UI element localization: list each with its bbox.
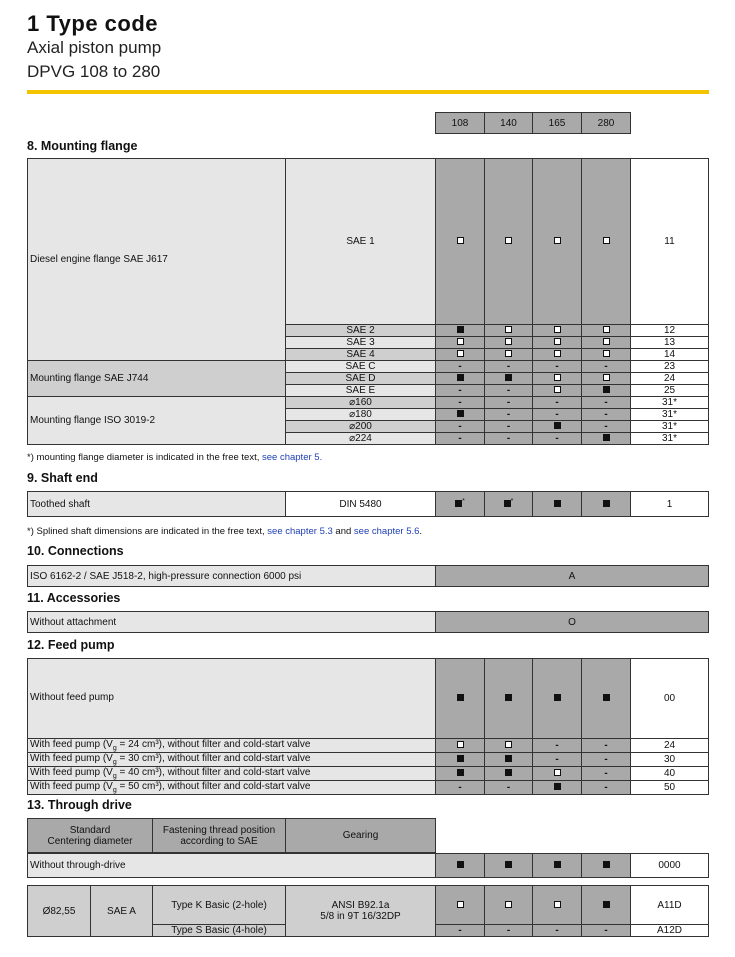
sae-standard-value: SAE A [91, 886, 153, 937]
product-name: Axial piston pump [27, 38, 162, 57]
avail-cell [485, 361, 533, 373]
header-gearing: Gearing [286, 819, 436, 853]
avail-cell [485, 349, 533, 361]
avail-cell [582, 397, 631, 409]
available-standard-icon [457, 326, 464, 333]
avail-cell [533, 421, 582, 433]
avail-cell [582, 325, 631, 337]
avail-cell [533, 767, 582, 781]
available-standard-icon [504, 500, 511, 507]
table-row [28, 753, 709, 767]
available-standard-icon [457, 861, 464, 868]
feed-pump-label: With feed pump ($V_g = 40$ cm³), without filter and cold-start valve [28, 767, 436, 781]
avail-cell [533, 337, 582, 349]
flange-option: SAE 1 [286, 159, 436, 325]
available-standard-icon [554, 422, 561, 429]
not-available-icon: - [458, 925, 462, 936]
not-available-icon: - [604, 361, 608, 372]
type-code-cell: 30 [631, 753, 709, 767]
table-row [28, 739, 709, 753]
avail-cell [436, 433, 485, 445]
feed-pump-label: With feed pump ($V_g = 30$ cm³), without filter and cold-start valve [28, 753, 436, 767]
avail-cell [533, 781, 582, 795]
optional-icon [457, 901, 464, 908]
avail-cell [436, 753, 485, 767]
type-code-cell: A [436, 566, 709, 587]
available-standard-icon [603, 861, 610, 868]
avail-cell [582, 349, 631, 361]
flange-option: ⌀224 [286, 433, 436, 445]
size-header-cell: 140 [485, 113, 533, 134]
flange-option: SAE 4 [286, 349, 436, 361]
table-row [28, 397, 709, 409]
accessory-label: Without attachment [28, 612, 436, 633]
avail-cell [485, 373, 533, 385]
avail-cell [485, 781, 533, 795]
not-available-icon: - [604, 782, 608, 793]
type-code-cell: 31* [631, 397, 709, 409]
gearing-value: ANSI B92.1a 5/8 in 9T 16/32DP [286, 886, 436, 937]
connections-table [27, 565, 709, 587]
flange-option: ⌀200 [286, 421, 436, 433]
not-available-icon: - [555, 409, 559, 420]
avail-cell [582, 659, 631, 739]
optional-icon [603, 237, 610, 244]
available-standard-icon [554, 694, 561, 701]
optional-icon [505, 901, 512, 908]
avail-cell [533, 753, 582, 767]
thread-type-k: Type K Basic (2-hole) [153, 886, 286, 925]
available-standard-icon [457, 755, 464, 762]
optional-icon [505, 350, 512, 357]
avail-cell [436, 781, 485, 795]
avail-cell [533, 659, 582, 739]
avail-cell [582, 886, 631, 925]
available-standard-icon [554, 861, 561, 868]
not-available-icon: - [604, 768, 608, 779]
not-available-icon: - [506, 782, 511, 793]
avail-cell [533, 373, 582, 385]
section-title-feed-pump: 12. Feed pump [27, 638, 115, 652]
avail-cell [436, 421, 485, 433]
flange-option: SAE D [286, 373, 436, 385]
avail-cell [582, 385, 631, 397]
not-available-icon: - [555, 740, 559, 751]
optional-icon [554, 374, 561, 381]
type-code-cell: 24 [631, 739, 709, 753]
avail-cell [485, 397, 533, 409]
available-standard-icon [603, 901, 610, 908]
avail-cell [533, 492, 582, 517]
type-code-cell: 0000 [631, 854, 709, 878]
type-code-cell: 23 [631, 361, 709, 373]
avail-cell [485, 739, 533, 753]
optional-icon [457, 338, 464, 345]
avail-cell [436, 854, 485, 878]
avail-cell [533, 349, 582, 361]
avail-cell [582, 361, 631, 373]
connection-label: ISO 6162-2 / SAE J518-2, high-pressure connection 6000 psi [28, 566, 436, 587]
flange-option: SAE E [286, 385, 436, 397]
avail-cell [533, 385, 582, 397]
avail-cell [533, 159, 582, 325]
avail-cell [436, 739, 485, 753]
table-row [28, 767, 709, 781]
optional-icon [603, 326, 610, 333]
optional-icon [603, 338, 610, 345]
optional-icon [505, 237, 512, 244]
section-title-through-drive: 13. Through drive [27, 798, 132, 812]
type-code-cell: 31* [631, 433, 709, 445]
type-code-cell: 40 [631, 767, 709, 781]
not-available-icon: - [604, 421, 608, 432]
avail-cell [436, 886, 485, 925]
not-available-icon: - [555, 361, 559, 372]
not-available-icon: - [604, 925, 608, 936]
available-standard-icon [554, 500, 561, 507]
not-available-icon: - [604, 740, 608, 751]
optional-icon [554, 769, 561, 776]
not-available-icon: - [458, 397, 462, 408]
avail-cell [582, 337, 631, 349]
avail-cell [582, 409, 631, 421]
avail-cell [485, 925, 533, 937]
type-code-cell: 11 [631, 159, 709, 325]
not-available-icon: - [506, 361, 511, 372]
header-centering-diameter: Standard Centering diameter [28, 819, 153, 853]
avail-cell [582, 492, 631, 517]
available-standard-icon [505, 769, 512, 776]
avail-cell [485, 337, 533, 349]
optional-icon [457, 741, 464, 748]
type-code-cell: 31* [631, 421, 709, 433]
type-code-cell: 50 [631, 781, 709, 795]
avail-cell [436, 925, 485, 937]
product-range: DPVG 108 to 280 [27, 62, 161, 81]
avail-cell [485, 159, 533, 325]
shaft-label: Toothed shaft [28, 492, 286, 517]
available-standard-icon [457, 769, 464, 776]
avail-cell [436, 325, 485, 337]
optional-icon [554, 350, 561, 357]
without-through-drive-label: Without through-drive [28, 854, 436, 878]
sae-a-through-drive-table [27, 885, 709, 937]
section-title-shaft-end: 9. Shaft end [27, 471, 98, 485]
type-code-cell: 25 [631, 385, 709, 397]
avail-cell [436, 385, 485, 397]
avail-cell [533, 925, 582, 937]
optional-icon [554, 386, 561, 393]
flange-group-label: Mounting flange ISO 3019-2 [28, 397, 286, 445]
not-available-icon: - [506, 433, 511, 444]
avail-cell [582, 753, 631, 767]
avail-cell [485, 659, 533, 739]
avail-cell [436, 397, 485, 409]
avail-cell [533, 739, 582, 753]
avail-cell [436, 349, 485, 361]
avail-cell [485, 433, 533, 445]
not-available-icon: - [458, 782, 462, 793]
avail-cell [533, 886, 582, 925]
feed-pump-label: Without feed pump [28, 659, 436, 739]
avail-cell [485, 767, 533, 781]
optional-icon [457, 350, 464, 357]
not-available-icon: - [604, 397, 608, 408]
not-available-icon: - [458, 421, 462, 432]
shaft-option: DIN 5480 [286, 492, 436, 517]
feed-pump-label: With feed pump ($V_g = 24$ cm³), without filter and cold-start valve [28, 739, 436, 753]
not-available-icon: - [555, 925, 559, 936]
table-row [28, 781, 709, 795]
avail-cell [485, 421, 533, 433]
flange-option: SAE 3 [286, 337, 436, 349]
available-standard-icon [603, 694, 610, 701]
see-chapter-5-link[interactable]: see chapter 5. [262, 452, 323, 463]
not-available-icon: - [506, 397, 511, 408]
not-available-icon: - [506, 421, 511, 432]
mounting-flange-note: *) mounting flange diameter is indicated in the free text, see chapter 5. [27, 452, 323, 463]
avail-cell [533, 397, 582, 409]
size-header-cell: 165 [533, 113, 582, 134]
size-header-cell: 108 [436, 113, 485, 134]
flange-option: SAE 2 [286, 325, 436, 337]
not-available-icon: - [506, 409, 511, 420]
not-available-icon: - [555, 754, 559, 765]
avail-cell [485, 854, 533, 878]
avail-cell [485, 886, 533, 925]
type-code-cell: 24 [631, 373, 709, 385]
mounting-flange-table [27, 158, 709, 445]
available-standard-icon [457, 410, 464, 417]
feed-pump-label: With feed pump ($V_g = 50$ cm³), without filter and cold-start valve [28, 781, 436, 795]
thread-type-s: Type S Basic (4-hole) [153, 925, 286, 937]
section-title-mounting-flange: 8. Mounting flange [27, 139, 138, 153]
flange-group-label: Diesel engine flange SAE J617 [28, 159, 286, 361]
optional-icon [505, 741, 512, 748]
optional-icon [505, 326, 512, 333]
not-available-icon: - [604, 409, 608, 420]
not-available-icon: - [604, 754, 608, 765]
section-title-connections: 10. Connections [27, 544, 124, 558]
size-header-table [435, 112, 631, 134]
not-available-icon: - [458, 433, 462, 444]
avail-cell [582, 739, 631, 753]
avail-cell [436, 159, 485, 325]
flange-option: ⌀180 [286, 409, 436, 421]
through-drive-header-table [27, 818, 436, 853]
available-standard-icon [603, 434, 610, 441]
avail-cell [533, 409, 582, 421]
avail-cell [582, 781, 631, 795]
avail-cell [582, 854, 631, 878]
avail-cell [582, 421, 631, 433]
avail-cell [533, 325, 582, 337]
type-code-cell: 14 [631, 349, 709, 361]
avail-cell [485, 409, 533, 421]
not-available-icon: - [458, 361, 462, 372]
avail-cell [436, 659, 485, 739]
centering-diameter-value: Ø82,55 [28, 886, 91, 937]
see-chapter-5-3-link[interactable]: see chapter 5.3 [267, 526, 333, 537]
type-code-cell: 31* [631, 409, 709, 421]
yellow-divider [27, 90, 709, 94]
avail-cell [485, 385, 533, 397]
flange-group-label: Mounting flange SAE J744 [28, 361, 286, 397]
optional-icon [554, 326, 561, 333]
page-title: 1 Type code [27, 11, 159, 36]
available-standard-icon [505, 755, 512, 762]
flange-option: ⌀160 [286, 397, 436, 409]
avail-cell [436, 337, 485, 349]
type-code-cell: 13 [631, 337, 709, 349]
table-row [28, 361, 709, 373]
avail-cell [436, 409, 485, 421]
size-header-cell: 280 [582, 113, 631, 134]
shaft-end-table [27, 491, 709, 517]
available-standard-icon [505, 374, 512, 381]
avail-cell [582, 373, 631, 385]
avail-cell [582, 925, 631, 937]
avail-cell [436, 361, 485, 373]
available-standard-icon [554, 783, 561, 790]
flange-option: SAE C [286, 361, 436, 373]
shaft-end-note: *) Splined shaft dimensions are indicated in the free text, see chapter 5.3 and see chapter 5.6. [27, 526, 423, 537]
type-code-cell: 1 [631, 492, 709, 517]
avail-cell: * [485, 492, 533, 517]
avail-cell [436, 373, 485, 385]
type-code-cell: A11D [631, 886, 709, 925]
avail-cell [533, 854, 582, 878]
type-code-cell: A12D [631, 925, 709, 937]
avail-cell [533, 433, 582, 445]
available-standard-icon [505, 861, 512, 868]
optional-icon [554, 901, 561, 908]
optional-icon [603, 374, 610, 381]
not-available-icon: - [506, 385, 511, 396]
type-code-cell: 12 [631, 325, 709, 337]
available-standard-icon [457, 374, 464, 381]
feed-pump-table [27, 658, 709, 795]
avail-cell [436, 767, 485, 781]
avail-cell [485, 753, 533, 767]
avail-cell [582, 159, 631, 325]
avail-cell [582, 433, 631, 445]
type-code-cell: 00 [631, 659, 709, 739]
not-available-icon: - [506, 925, 511, 936]
section-title-accessories: 11. Accessories [27, 591, 121, 605]
header-thread-position: Fastening thread position according to SAE [153, 819, 286, 853]
avail-cell [533, 361, 582, 373]
not-available-icon: - [458, 385, 462, 396]
available-standard-icon [505, 694, 512, 701]
table-row [28, 159, 709, 325]
without-through-drive-table [27, 853, 709, 878]
avail-cell: * [436, 492, 485, 517]
available-standard-icon [603, 500, 610, 507]
optional-icon [505, 338, 512, 345]
not-available-icon: - [555, 433, 559, 444]
optional-icon [603, 350, 610, 357]
available-standard-icon [457, 694, 464, 701]
available-standard-icon [603, 386, 610, 393]
avail-cell [582, 767, 631, 781]
avail-cell [485, 325, 533, 337]
optional-icon [457, 237, 464, 244]
not-available-icon: - [555, 397, 559, 408]
optional-icon [554, 338, 561, 345]
table-row [28, 659, 709, 739]
optional-icon [554, 237, 561, 244]
type-code-cell: O [436, 612, 709, 633]
accessories-table [27, 611, 709, 633]
see-chapter-5-6-link[interactable]: see chapter 5.6 [353, 526, 420, 537]
